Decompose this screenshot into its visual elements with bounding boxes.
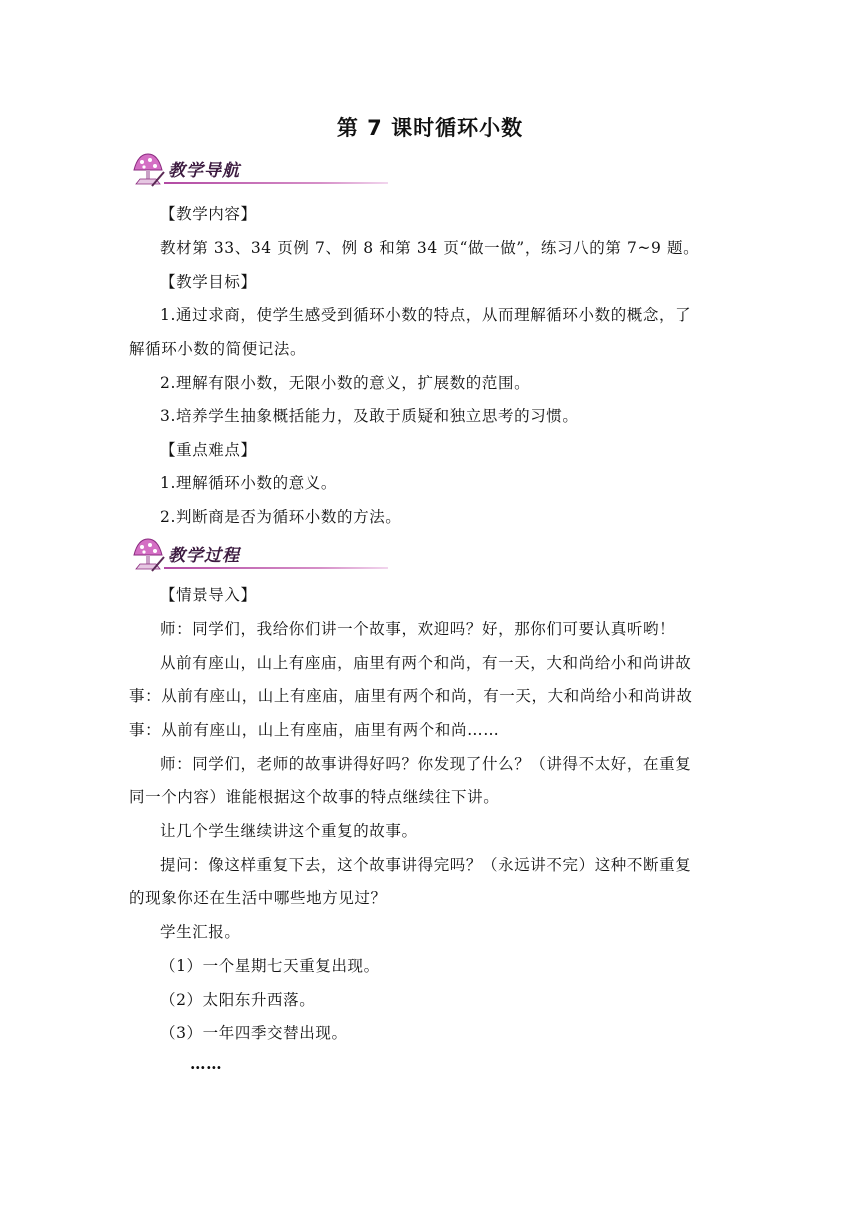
paragraph-3-line-1: 师：同学们，老师的故事讲得好吗？你发现了什么？（讲得不太好，在重复 (160, 755, 692, 773)
page-title: 第 7 课时循环小数 (336, 116, 524, 140)
paragraph-5-line-1: 提问：像这样重复下去，这个故事讲得完吗？（永远讲不完）这种不断重复 (160, 856, 692, 874)
goal-1-line-2: 解循环小数的简便记法。 (129, 340, 307, 358)
goal-3: 3.培养学生抽象概括能力，及敢于质疑和独立思考的习惯。 (160, 407, 579, 425)
heading-underline (164, 567, 388, 569)
list-item: （1）一个星期七天重复出现。 (160, 957, 380, 975)
goal-1-line-1: 1.通过求商，使学生感受到循环小数的特点，从而理解循环小数的概念，了 (160, 306, 692, 324)
section-heading-label: 教学过程 (168, 546, 240, 566)
paragraph-6: 学生汇报。 (160, 923, 241, 941)
paragraph-2-line-3: 事：从前有座山，山上有座庙，庙里有两个和尚…… (129, 721, 500, 739)
paragraph-3-line-2: 同一个内容）谁能根据这个故事的特点继续往下讲。 (129, 788, 500, 806)
content-label: 【教学内容】 (160, 205, 257, 223)
ellipsis: …… (190, 1054, 223, 1073)
paragraph-4: 让几个学生继续讲这个重复的故事。 (160, 822, 418, 840)
content-text: 教材第 33、34 页例 7、例 8 和第 34 页“做一做”，练习八的第 7~9 题。 (160, 239, 700, 257)
paragraph-5-line-2: 的现象你还在生活中哪些地方见过？ (129, 889, 387, 907)
goals-label: 【教学目标】 (160, 273, 257, 291)
paragraph-1: 师：同学们，我给你们讲一个故事，欢迎吗？好，那你们可要认真听哟！ (160, 620, 676, 638)
intro-label: 【情景导入】 (160, 586, 257, 604)
lamp-icon (128, 537, 168, 573)
section-heading-label: 教学导航 (168, 161, 240, 181)
key-points-label: 【重点难点】 (160, 441, 257, 459)
paragraph-2-line-1: 从前有座山，山上有座庙，庙里有两个和尚，有一天，大和尚给小和尚讲故 (160, 654, 692, 672)
lamp-icon (128, 152, 168, 188)
goal-2: 2.理解有限小数，无限小数的意义，扩展数的范围。 (160, 374, 531, 392)
list-item: （2）太阳东升西落。 (160, 991, 316, 1009)
list-item: （3）一年四季交替出现。 (160, 1024, 348, 1042)
key-point-1: 1.理解循环小数的意义。 (160, 474, 337, 492)
paragraph-2-line-2: 事：从前有座山，山上有座庙，庙里有两个和尚，有一天，大和尚给小和尚讲故 (129, 687, 693, 705)
section-heading-teaching-guide (128, 152, 268, 188)
section-heading-teaching-process (128, 537, 268, 573)
key-point-2: 2.判断商是否为循环小数的方法。 (160, 508, 402, 526)
heading-underline (164, 182, 388, 184)
